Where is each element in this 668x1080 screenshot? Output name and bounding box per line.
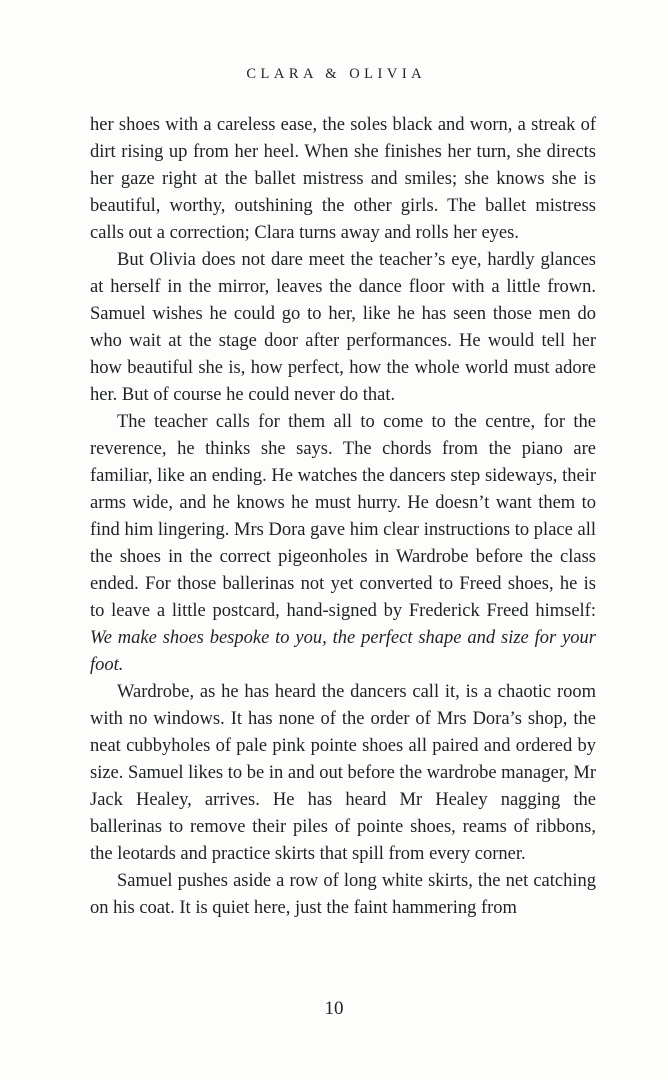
text-run: The teacher calls for them all to come to the centre, for the reverence, he thinks she says. The chords from the piano are familiar, like an ending. He watches the dancers step sideways, their arms wide, and he knows he must hurry. He doesn’t want them to find him lingering. Mrs Dora gave him clear instructions to place all the shoes in the correct pigeonholes in Wardrobe before the class ended. For those ballerinas not yet converted to Freed shoes, he is to leave a little postcard, hand-signed by Frederick Freed himself: bbox=[90, 412, 596, 621]
page-body bbox=[90, 112, 596, 922]
page-number: 10 bbox=[324, 998, 344, 1019]
paragraph bbox=[90, 409, 596, 679]
text-run: Wardrobe, as he has heard the dancers call it, is a chaotic room with no windows. It has none of the order of Mrs Dora’s shop, the neat cubbyholes of pale pink pointe shoes all paired and ordered by size. Samuel likes to be in and out before the wardrobe manager, Mr Jack Healey, arrives. He has heard Mr Healey nagging the ballerinas to remove their piles of pointe shoes, reams of ribbons, the leotards and practice skirts that spill from every corner. bbox=[90, 682, 596, 864]
italic-text-run: We make shoes bespoke to you, the perfect shape and size for your foot. bbox=[90, 628, 596, 675]
paragraph bbox=[90, 868, 596, 922]
text-run: Samuel pushes aside a row of long white skirts, the net catching on his coat. It is quiet here, just the faint hammering from bbox=[90, 871, 596, 918]
paragraph bbox=[90, 679, 596, 868]
paragraph bbox=[90, 112, 596, 247]
running-header: CLARA & OLIVIA bbox=[246, 66, 427, 82]
paragraph bbox=[90, 247, 596, 409]
text-run: her shoes with a careless ease, the soles black and worn, a streak of dirt rising up from her heel. When she finishes her turn, she directs her gaze right at the ballet mistress and smiles; she knows she is beautiful, worthy, outshining the other girls. The ballet mistress calls out a correction; Clara turns away and rolls her eyes. bbox=[90, 115, 596, 243]
text-run: But Olivia does not dare meet the teacher’s eye, hardly glances at herself in the mirror, leaves the dance floor with a little frown. Samuel wishes he could go to her, like he has seen those men do who wait at the stage door after performances. He would tell her how beautiful she is, how perfect, how the whole world must adore her. But of course he could never do that. bbox=[90, 250, 596, 405]
